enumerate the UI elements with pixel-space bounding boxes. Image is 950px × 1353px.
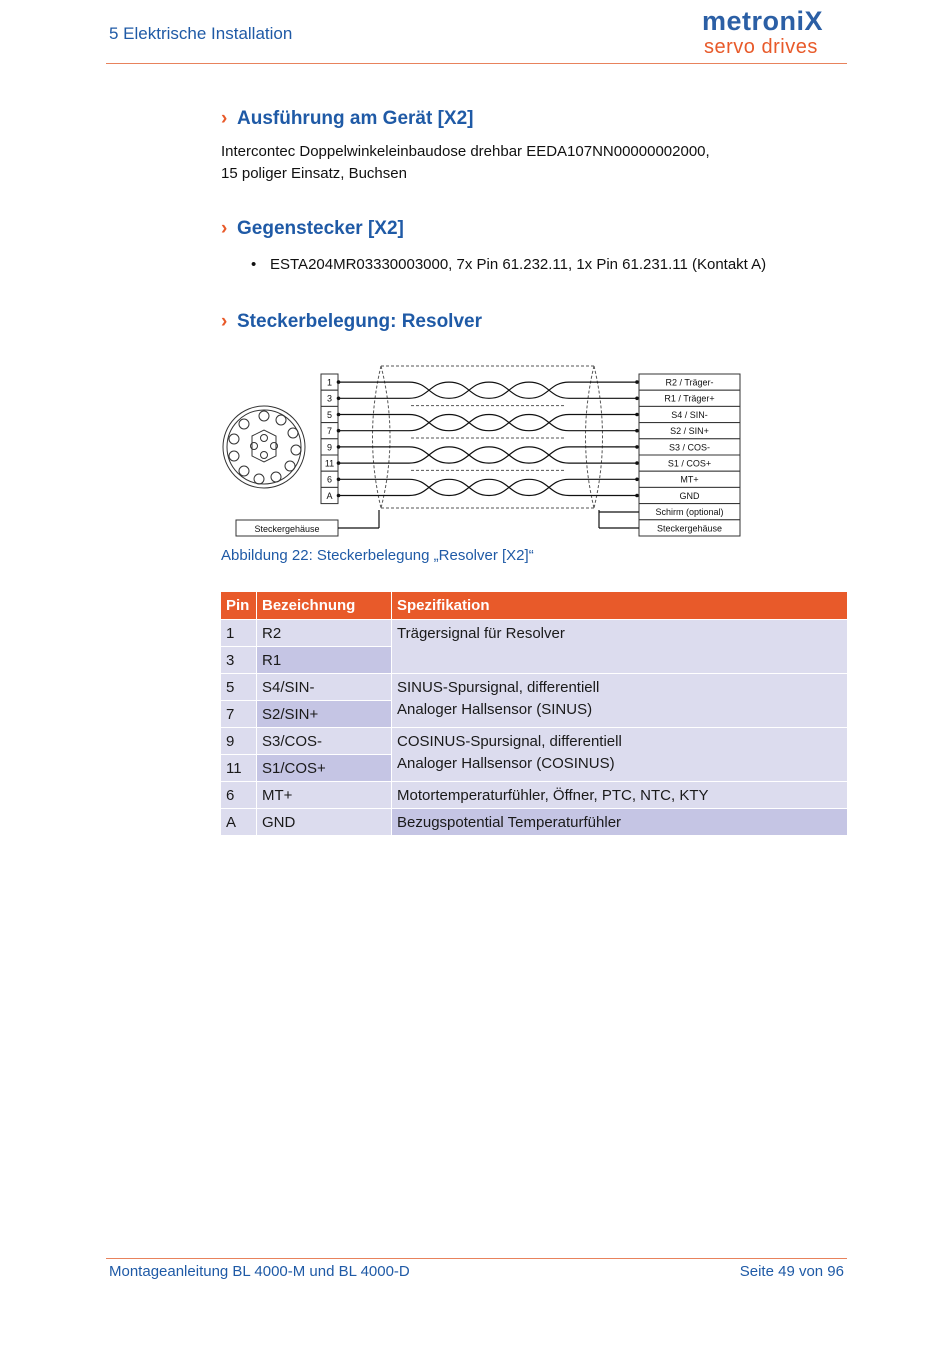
cell-name: R2 — [257, 620, 392, 647]
header-pin: Pin — [221, 592, 257, 620]
cell-spec: Bezugspotential Temperaturfühler — [392, 809, 848, 836]
table-row — [221, 674, 848, 701]
chevron-right-icon: › — [221, 311, 228, 332]
metronix-logo — [702, 6, 847, 56]
cable-shield — [373, 366, 603, 508]
cell-name: R1 — [257, 647, 392, 674]
section-title-device: › Ausführung am Gerät [X2] — [221, 108, 474, 129]
signal-label: S2 / SIN+ — [670, 426, 709, 437]
table-row — [221, 620, 848, 647]
header-name: Bezeichnung — [257, 592, 392, 620]
cell-name: S1/COS+ — [257, 755, 392, 782]
left-pin-boxes — [321, 374, 338, 504]
cell-name: S3/COS- — [257, 728, 392, 755]
signal-label: GND — [679, 490, 700, 501]
chevron-right-icon: › — [221, 108, 228, 129]
pin-number: 9 — [326, 442, 333, 453]
cell-pin: 9 — [221, 728, 257, 755]
cell-spec: COSINUS-Spursignal, differentiell Analoger Hallsensor (COSINUS) — [392, 728, 848, 782]
cell-spec: SINUS-Spursignal, differentiell Analoger Hallsensor (SINUS) — [392, 674, 848, 728]
counterpart-item: ESTA204MR03330003000, 7x Pin 61.232.11, 1x Pin 61.231.11 (Kontakt A) — [270, 256, 767, 273]
header-spec: Spezifikation — [392, 592, 848, 620]
cell-pin: 5 — [221, 674, 257, 701]
cell-name: MT+ — [257, 782, 392, 809]
footer-page-number: Seite 49 von 96 — [739, 1263, 844, 1280]
bullet-dot-icon: • — [251, 256, 257, 273]
pin-number: 6 — [326, 474, 333, 485]
pin-number: 3 — [326, 393, 333, 404]
cell-spec: Trägersignal für Resolver — [392, 620, 848, 674]
logo-wordmark: metroniX — [702, 6, 824, 36]
section-title-counterpart: › Gegenstecker [X2] — [221, 218, 404, 239]
figure-caption: Abbildung 22: Steckerbelegung „Resolver [X2]“ — [221, 547, 534, 564]
footer-rule — [106, 1258, 847, 1259]
device-description: Intercontec Doppelwinkeleinbaudose drehbar EEDA107NN00000002000, 15 poliger Einsatz, Buchsen — [221, 143, 710, 182]
cell-name: S2/SIN+ — [257, 701, 392, 728]
pin-number: 1 — [326, 377, 333, 388]
signal-label: Schirm (optional) — [655, 507, 724, 518]
signal-label: S3 / COS- — [668, 442, 711, 453]
pin-number: A — [326, 490, 333, 501]
chapter-heading: 5 Elektrische Installation — [109, 24, 293, 43]
cell-pin: 1 — [221, 620, 257, 647]
footer-document-title: Montageanleitung BL 4000-M und BL 4000-D — [109, 1263, 410, 1280]
cell-pin: A — [221, 809, 257, 836]
pin-number: 7 — [326, 426, 333, 437]
header-rule — [106, 63, 847, 64]
signal-label: R2 / Träger- — [665, 377, 714, 388]
logo-tagline: servo drives — [704, 36, 818, 58]
table-row — [221, 809, 848, 836]
pin-number: 5 — [326, 409, 333, 420]
right-label-boxes — [639, 374, 740, 536]
cell-pin: 11 — [221, 755, 257, 782]
twisted-pair-wires — [337, 380, 639, 497]
cell-pin: 3 — [221, 647, 257, 674]
cell-name: GND — [257, 809, 392, 836]
cell-pin: 6 — [221, 782, 257, 809]
cell-spec: Motortemperaturfühler, Öffner, PTC, NTC, KTY — [392, 782, 848, 809]
chevron-right-icon: › — [221, 218, 228, 239]
left-housing-label: Steckergehäuse — [254, 524, 320, 534]
signal-label: MT+ — [680, 474, 699, 485]
table-row — [221, 782, 848, 809]
signal-label: S4 / SIN- — [671, 409, 708, 420]
pin-number: 11 — [324, 458, 335, 469]
signal-label: S1 / COS+ — [667, 458, 712, 469]
signal-label: Steckergehäuse — [656, 523, 723, 534]
cell-pin: 7 — [221, 701, 257, 728]
connector-face-icon — [223, 406, 305, 488]
signal-label: R1 / Träger+ — [664, 393, 715, 404]
cell-name: S4/SIN- — [257, 674, 392, 701]
section-title-pinout: › Steckerbelegung: Resolver — [221, 311, 482, 332]
pin-assignment-table — [220, 591, 848, 836]
resolver-wiring-diagram — [219, 362, 744, 542]
table-row — [221, 728, 848, 755]
table-header-row — [221, 592, 848, 620]
